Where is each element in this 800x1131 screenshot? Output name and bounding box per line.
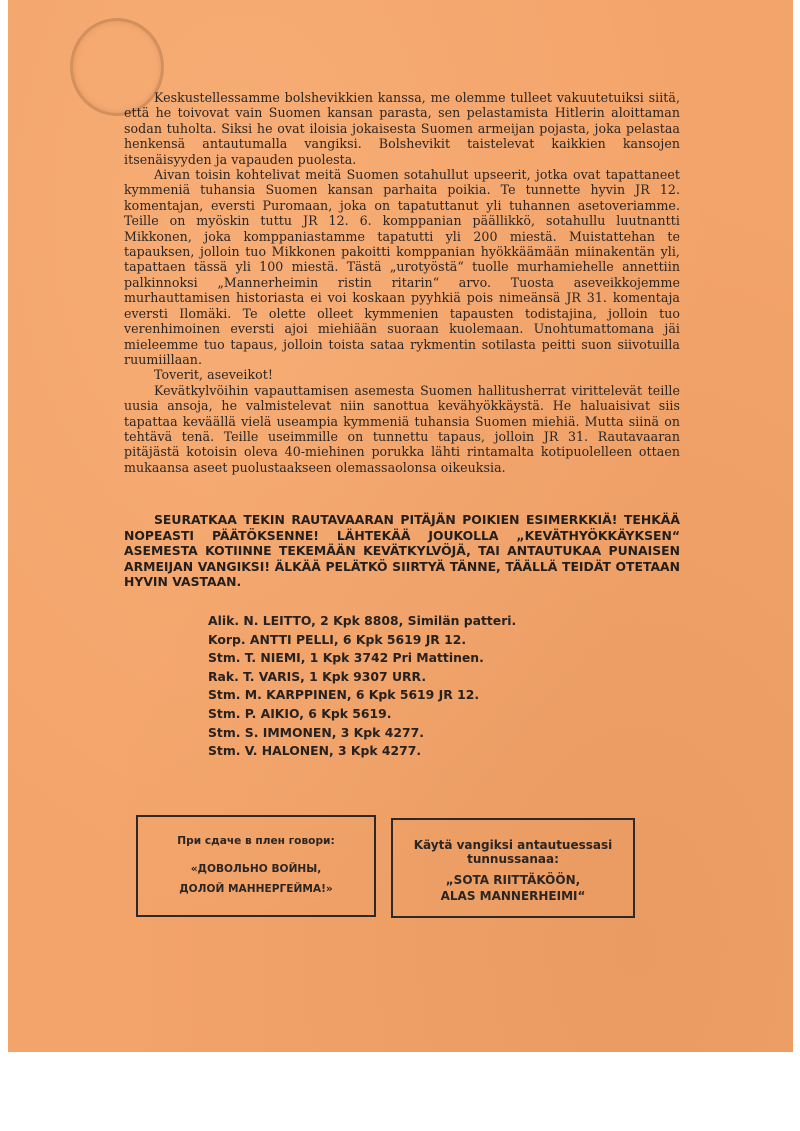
paragraph-4: Kevätkylvöihin vapauttamisen asemesta Suomen hallitusherrat virittelevät teille uusia ansoja, he valmistelevat niin sanottua kevähyökkäystä. He haluaisivat siis tapattaa keväällä vielä useampia kymmeniä tuhansia Suomen miehiä. Mutta siinä on tehtävä tenä. Teille useimmille on tunnettu tapaus, jolloin JR 31. Rautavaaran pitäjästä kotoisin oleva 40-miehinen porukka lähti rintamalta kotipuolelleen ottaen mukaansa aseet puolustaakseen olemassaolonsa oikeuksia. (124, 382, 680, 475)
paragraph-3-address: Toverit, aseveikot! (154, 367, 273, 383)
signatory: Alik. N. LEITTO, 2 Kpk 8808, Similän patteri. (208, 613, 517, 628)
pass-russian-slogan-line2: ДОЛОЙ МАННЕРГЕЙМА!» (179, 883, 333, 895)
pass-finnish-instruction-line1: Käytä vangiksi antautuessasi (413, 838, 613, 852)
appeal-content: SEURATKAA TEKIN RAUTAVAARAN PITÄJÄN POIKIEN ESIMERKKIÄ! TEHKÄÄ NOPEASTI PÄÄTÖKSENNE! LÄHTEKÄÄ JOUKOLLA „KEVÄTHYÖKKÄYKSEN“ ASEMESTA KOTIINNE TEKEMÄÄN KEVÄTKYLVÖJÄ, TAI ANTAUTUKAA PUNAISEN ARMEIJAN VANGIKSI! ÄLKÄÄ PELÄTKÖ SIIRTYÄ TÄNNE, TÄÄLLÄ TEIDÄT OTETAAN HYVIN VASTAAN. (124, 512, 680, 590)
signatory: Rak. T. VARIS, 1 Kpk 9307 URR. (208, 668, 427, 684)
pass-finnish-instruction (393, 838, 633, 866)
pass-russian-slogan-line1: «ДОВОЛЬНО ВОЙНЫ, (190, 863, 322, 875)
pass-finnish-slogan-line2: ALAS MANNERHEIMI“ (440, 889, 586, 903)
signatory-list (208, 612, 516, 761)
paragraph-1: Keskustellessamme bolshevikkien kanssa, me olemme tulleet vakuutetuiksi siitä, että he toivovat vain Suomen kansan parasta, sen pelastamista Hitlerin aloittaman sodan tuholta. Siksi he ovat iloisia jokaisesta Suomen armeijan pojasta, joka pelastaa henkensä antautumalla vangiksi. Bolshevikit taistelevat kaikkien kansojen itsenäisyyden ja vapauden puolesta. (124, 90, 680, 167)
surrender-pass-finnish (391, 818, 635, 918)
surrender-pass-russian (136, 815, 376, 917)
paragraph-2: Aivan toisin kohtelivat meitä Suomen sotahullut upseerit, jotka ovat tapattaneet kymmeniä tuhansia Suomen kansan parhaita poikia. Te tunnette hyvin JR 12. komentajan, eversti Puromaan, joka on tapatuttanut yli tuhannen asetoveriamme. Teille on myöskin tuttu JR 12. 6. komppanian päällikkö, sotahullu luutnantti Mikkonen, joka komppaniastamme tapatutti yli 200 miestä. Muistattehan te tapauksen, jolloin tuo Mikkonen pakoitti komppanian hyökkäämään miinakentän yli, tapattaen tässä yli 100 miestä. Tästä „urotyöstä“ tuolle murhamiehelle annettiin palkinnoksi „Mannerheimin ristin ritarin“ arvo. Tuosta aseveikkojemme murhauttamisen historiasta ei voi koskaan pyyhkiä pois nimeänsä JR 31. komentaja eversti Ilomäki. Te olette olleet kymmenien tapausten todistajina, jolloin tuo verenhimoinen eversti ajoi miehiään suoraan kuolemaan. Unohtumattomana jäi mieleemme tuo tapaus, jolloin toista sataa rykmentin sotilasta peitti suon siivotuilla ruumiillaan. (124, 167, 680, 367)
signatory: Stm. M. KARPPINEN, 6 Kpk 5619 JR 12. (208, 687, 480, 703)
signatory: Stm. T. NIEMI, 1 Kpk 3742 Pri Mattinen. (208, 650, 484, 666)
leaflet-body (124, 90, 680, 475)
signatory: Stm. P. AIKIO, 6 Kpk 5619. (208, 705, 392, 721)
pass-finnish-slogan (393, 872, 633, 904)
pass-finnish-slogan-line1: „SOTA RIITTÄKÖÖN, (445, 873, 581, 887)
pass-russian-slogan (138, 859, 374, 899)
leaflet-sheet (8, 0, 793, 1052)
signatory: Korp. ANTTI PELLI, 6 Kpk 5619 JR 12. (208, 631, 467, 647)
appeal-text (124, 512, 680, 590)
signatory: Stm. S. IMMONEN, 3 Kpk 4277. (208, 724, 424, 740)
signatory: Stm. V. HALONEN, 3 Kpk 4277. (208, 743, 422, 759)
pass-russian-instruction: При сдаче в плен говори: (177, 835, 335, 847)
pass-finnish-instruction-line2: tunnussanaa: (467, 852, 559, 866)
